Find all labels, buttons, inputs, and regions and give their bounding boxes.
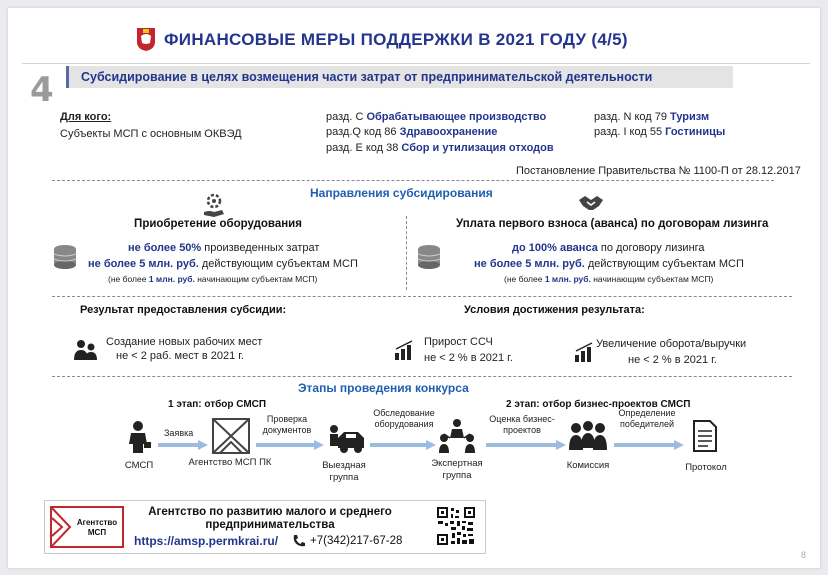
result-item-1-label: Создание новых рабочих мест <box>106 336 263 348</box>
direction-left-line2: не более 5 млн. руб. действующим субъектам МСП <box>88 258 358 270</box>
page-title: ФИНАНСОВЫЕ МЕРЫ ПОДДЕРЖКИ В 2021 ГОДУ (4/5) <box>164 30 628 49</box>
okved-code-3: разд. Е код 38 Сбор и утилизация отходов <box>326 142 554 154</box>
footer-logo-text: Агентство МСП <box>76 518 118 537</box>
result-item-1-value: не < 2 раб. мест в 2021 г. <box>116 350 244 362</box>
footer-logo <box>50 506 124 548</box>
arrow-2 <box>256 440 324 450</box>
direction-right-line3: (не более 1 млн. руб. начинающим субъектам МСП) <box>504 274 714 284</box>
node-commission-label: Комиссия <box>566 460 610 471</box>
stage1-label: 1 этап: отбор СМСП <box>168 399 267 410</box>
okved-code-1: разд. С Обрабатывающее производство <box>326 111 547 123</box>
result-item-2-value: не < 2 % в 2021 г. <box>424 352 513 364</box>
direction-left-line1: не более 50% произведенных затрат <box>128 242 320 254</box>
document-icon <box>692 420 718 452</box>
who-label: Для кого: <box>60 111 112 123</box>
perm-emblem-icon <box>136 26 156 52</box>
footer-url-link[interactable]: https://amsp.permkrai.ru/ <box>134 534 279 548</box>
divider-3 <box>52 376 792 377</box>
section-number: 4 <box>30 70 54 110</box>
businessman-icon <box>126 420 152 454</box>
section-subtitle-bar <box>66 66 733 88</box>
direction-right-line1: до 100% аванса по договору лизинга <box>512 242 705 254</box>
arrow-4-label: Оценка бизнес-проектов <box>489 414 555 435</box>
okved-code-5: разд. I код 55 Гостиницы <box>594 126 726 138</box>
phone-icon <box>292 534 306 548</box>
footer-phone: +7(342)217-67-28 <box>310 535 403 547</box>
divider-1 <box>52 180 774 181</box>
arrow-2-label: Проверка документов <box>262 414 312 435</box>
directions-title: Направления субсидирования <box>310 186 493 200</box>
page-number: 8 <box>800 550 806 560</box>
node-field-label: Выездная группа <box>322 460 366 483</box>
arrow-5 <box>614 440 684 450</box>
title-divider <box>22 63 810 64</box>
arrow-4 <box>486 440 566 450</box>
growth-chart-icon-2 <box>574 342 596 362</box>
stages-title: Этапы проведения конкурса <box>298 381 469 395</box>
expert-group-icon <box>438 418 476 454</box>
directions-vdivider <box>406 216 407 290</box>
workers-icon <box>72 338 98 362</box>
arrow-3 <box>370 440 436 450</box>
stage2-label: 2 этап: отбор бизнес-проектов СМСП <box>506 399 691 410</box>
direction-left-line3: (не более 1 млн. руб. начинающим субъектам МСП) <box>108 274 318 284</box>
conditions-title: Условия достижения результата: <box>464 304 645 316</box>
result-item-3-label: Увеличение оборота/выручки <box>596 338 747 350</box>
result-title: Результат предоставления субсидии: <box>80 304 287 316</box>
agency-logo-icon <box>212 418 250 454</box>
arrow-1-label: Заявка <box>164 428 194 438</box>
result-item-3-value: не < 2 % в 2021 г. <box>628 354 717 366</box>
commission-icon <box>568 420 608 452</box>
arrow-5-label: Определение победителей <box>618 408 676 429</box>
gear-hand-icon <box>202 192 226 218</box>
who-value: Субъекты МСП с основным ОКВЭД <box>60 128 242 140</box>
qr-code-icon[interactable] <box>436 506 476 546</box>
decree-text: Постановление Правительства № 1100-П от 28.12.2017 <box>516 165 801 177</box>
car-group-icon <box>326 424 366 454</box>
okved-code-2: разд.Q код 86 Здравоохранение <box>326 126 498 138</box>
footer-org-name: Агентство по развитию малого и среднего предпринимательства <box>148 506 392 531</box>
coins-icon <box>52 244 78 270</box>
result-item-2-label: Прирост ССЧ <box>424 336 493 348</box>
section-subtitle: Субсидирование в целях возмещения части затрат от предпринимательской деятельности <box>81 70 653 84</box>
node-agency-label: Агентство МСП ПК <box>188 457 272 468</box>
coins-icon-2 <box>416 244 442 270</box>
direction-left-title: Приобретение оборудования <box>134 218 302 230</box>
arrow-3-label: Обследование оборудования <box>373 408 435 429</box>
growth-chart-icon <box>394 340 416 360</box>
node-smsp-label: СМСП <box>124 460 154 471</box>
direction-right-line2: не более 5 млн. руб. действующим субъектам МСП <box>474 258 744 270</box>
okved-code-4: разд. N код 79 Туризм <box>594 111 710 123</box>
node-expert-label: Экспертная группа <box>431 458 483 481</box>
arrow-1 <box>158 440 208 450</box>
slide <box>8 8 820 568</box>
direction-right-title: Уплата первого взноса (аванса) по договорам лизинга <box>456 218 769 230</box>
handshake-icon <box>578 192 604 214</box>
divider-2 <box>52 296 792 297</box>
node-protocol-label: Протокол <box>685 462 727 473</box>
